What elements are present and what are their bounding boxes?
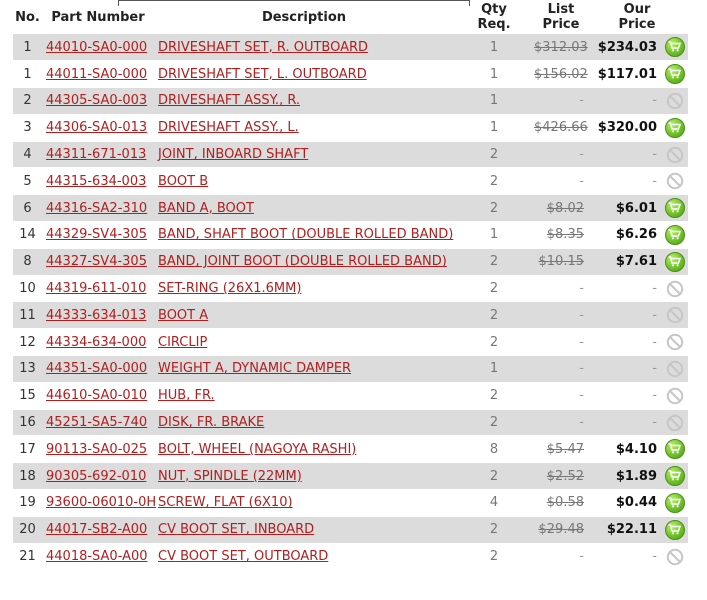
list-price-cell: [534, 543, 588, 570]
list-price-cell: [534, 114, 588, 141]
list-price: $10.15: [538, 254, 584, 270]
our-price-cell: [588, 248, 661, 275]
table-row: [13, 436, 688, 463]
no-entry-icon: [666, 360, 684, 378]
description-link[interactable]: HUB, FR.: [158, 388, 215, 404]
our-price-cell: [588, 490, 661, 517]
header-cart: [661, 0, 688, 34]
row-number: 3: [13, 114, 42, 141]
description-link[interactable]: DRIVESHAFT SET, R. OUTBOARD: [158, 39, 369, 55]
list-price: $29.48: [538, 522, 584, 538]
description-link[interactable]: SCREW, FLAT (6X10): [158, 495, 293, 511]
description-cell: [154, 141, 454, 168]
our-price-cell: [588, 302, 661, 329]
description-link[interactable]: CV BOOT SET, OUTBOARD: [158, 549, 329, 565]
qty-required: 1: [454, 222, 534, 249]
cart-icon[interactable]: [665, 118, 685, 138]
table-row: [13, 490, 688, 517]
part-number-cell: [42, 61, 154, 88]
parts-table: [13, 0, 688, 570]
description-link[interactable]: JOINT, INBOARD SHAFT: [158, 147, 309, 163]
cart-cell: [661, 543, 688, 570]
our-price: $1.89: [615, 468, 657, 484]
cart-icon[interactable]: [665, 466, 685, 486]
table-row: [13, 34, 688, 61]
header-part-number: Part Number: [51, 9, 145, 25]
description-link[interactable]: WEIGHT A, DYNAMIC DAMPER: [158, 361, 352, 377]
table-row: [13, 302, 688, 329]
no-entry-icon: [666, 280, 684, 298]
header-description: Description: [261, 9, 347, 25]
part-number-cell: [42, 382, 154, 409]
cart-cell[interactable]: [661, 34, 688, 61]
cart-icon[interactable]: [665, 37, 685, 57]
list-price-empty: -: [579, 334, 584, 350]
header-list-price-label: List Price: [542, 2, 580, 32]
qty-required: 1: [454, 88, 534, 115]
part-number-cell: [42, 114, 154, 141]
qty-required: 4: [454, 490, 534, 517]
cart-cell[interactable]: [661, 516, 688, 543]
our-price: $117.01: [597, 66, 657, 82]
cart-cell: [661, 382, 688, 409]
description-link[interactable]: SET-RING (26X1.6MM): [158, 281, 302, 297]
qty-required: 8: [454, 436, 534, 463]
cart-cell[interactable]: [661, 222, 688, 249]
header-our-price-label: Our Price: [618, 2, 656, 32]
row-number: 13: [13, 356, 42, 383]
row-number: 15: [13, 382, 42, 409]
cart-icon[interactable]: [665, 439, 685, 459]
part-number-cell: [42, 141, 154, 168]
header-qty: [454, 0, 534, 34]
cart-icon[interactable]: [665, 493, 685, 513]
our-price-cell: [588, 382, 661, 409]
part-number-link[interactable]: 44017-SB2-A00: [46, 522, 148, 538]
cart-icon[interactable]: [665, 520, 685, 540]
row-number: 12: [13, 329, 42, 356]
description-link[interactable]: CIRCLIP: [158, 334, 208, 350]
cart-cell[interactable]: [661, 248, 688, 275]
part-number-cell: [42, 248, 154, 275]
our-price-cell: [588, 409, 661, 436]
our-price-empty: -: [652, 93, 657, 109]
part-number-cell: [42, 356, 154, 383]
qty-required: 2: [454, 195, 534, 222]
list-price-cell: [534, 516, 588, 543]
our-price-cell: [588, 222, 661, 249]
part-number-link[interactable]: 44311-671-013: [46, 147, 147, 163]
list-price-cell: [534, 490, 588, 517]
our-price: $320.00: [597, 120, 657, 136]
qty-required: 2: [454, 409, 534, 436]
no-entry-icon: [666, 548, 684, 566]
part-number-cell: [42, 463, 154, 490]
no-entry-icon: [666, 387, 684, 405]
list-price-cell: [534, 409, 588, 436]
part-number-cell: [42, 34, 154, 61]
cart-cell[interactable]: [661, 114, 688, 141]
table-row: [13, 275, 688, 302]
part-number-link[interactable]: 44351-SA0-000: [46, 361, 148, 377]
part-number-link[interactable]: 90305-692-010: [46, 468, 147, 484]
list-price-cell: [534, 436, 588, 463]
our-price-empty: -: [652, 281, 657, 297]
row-number: 20: [13, 516, 42, 543]
our-price-cell: [588, 436, 661, 463]
row-number: 1: [13, 34, 42, 61]
list-price-cell: [534, 195, 588, 222]
cart-icon[interactable]: [665, 252, 685, 272]
our-price-cell: [588, 356, 661, 383]
our-price-cell: [588, 543, 661, 570]
description-cell: [154, 34, 454, 61]
qty-required: 2: [454, 516, 534, 543]
cart-cell: [661, 88, 688, 115]
cart-cell: [661, 356, 688, 383]
row-number: 4: [13, 141, 42, 168]
description-cell: [154, 516, 454, 543]
description-link[interactable]: BAND A, BOOT: [158, 200, 254, 216]
header-list-price: [534, 0, 588, 34]
description-cell: [154, 302, 454, 329]
list-price: $2.52: [546, 468, 584, 484]
list-price-cell: [534, 302, 588, 329]
list-price-empty: -: [579, 147, 584, 163]
qty-required: 2: [454, 382, 534, 409]
qty-required: 1: [454, 34, 534, 61]
cart-cell: [661, 168, 688, 195]
header-qty-label: Qty Req.: [477, 2, 511, 32]
list-price-empty: -: [579, 281, 584, 297]
table-row: [13, 195, 688, 222]
description-cell: [154, 490, 454, 517]
row-number: 11: [13, 302, 42, 329]
table-row: [13, 329, 688, 356]
description-cell: [154, 61, 454, 88]
part-number-cell: [42, 275, 154, 302]
our-price: $4.10: [615, 441, 657, 457]
list-price: $426.66: [534, 120, 588, 136]
our-price-cell: [588, 114, 661, 141]
row-number: 10: [13, 275, 42, 302]
part-number-link[interactable]: 44610-SA0-010: [46, 388, 148, 404]
list-price: $156.02: [534, 66, 588, 82]
row-number: 8: [13, 248, 42, 275]
list-price-cell: [534, 248, 588, 275]
part-number-cell: [42, 543, 154, 570]
our-price: $22.11: [606, 522, 657, 538]
qty-required: 2: [454, 329, 534, 356]
description-link[interactable]: DRIVESHAFT ASSY., L.: [158, 120, 299, 136]
list-price: $8.02: [546, 200, 584, 216]
our-price: $234.03: [597, 39, 657, 55]
row-number: 2: [13, 88, 42, 115]
list-price-cell: [534, 329, 588, 356]
description-link[interactable]: DRIVESHAFT ASSY., R.: [158, 93, 301, 109]
description-cell: [154, 88, 454, 115]
part-number-link[interactable]: 44334-634-000: [46, 334, 147, 350]
our-price-empty: -: [652, 147, 657, 163]
list-price-empty: -: [579, 173, 584, 189]
description-cell: [154, 114, 454, 141]
part-number-cell: [42, 490, 157, 517]
table-header: [13, 0, 688, 34]
our-price-cell: [588, 88, 661, 115]
row-number: 17: [13, 436, 42, 463]
list-price-empty: -: [579, 415, 584, 431]
part-number-cell: [42, 88, 154, 115]
cart-cell[interactable]: [661, 61, 688, 88]
cart-cell[interactable]: [661, 436, 688, 463]
our-price: $7.61: [615, 254, 657, 270]
header-no: No.: [15, 9, 40, 25]
part-number-cell: [42, 222, 154, 249]
list-price-cell: [534, 61, 588, 88]
description-cell: [154, 436, 454, 463]
list-price-empty: -: [579, 307, 584, 323]
our-price-empty: -: [652, 334, 657, 350]
description-cell: [154, 356, 454, 383]
table-row: [13, 382, 688, 409]
table-row: [13, 463, 688, 490]
part-number-link[interactable]: 44329-SV4-305: [46, 227, 147, 243]
table-row: [13, 114, 688, 141]
our-price-empty: -: [652, 415, 657, 431]
part-number-link[interactable]: 45251-SA5-740: [46, 415, 148, 431]
qty-required: 1: [454, 61, 534, 88]
part-number-link[interactable]: 44319-611-010: [46, 281, 147, 297]
qty-required: 2: [454, 463, 534, 490]
list-price-cell: [534, 88, 588, 115]
description-link[interactable]: BOOT B: [158, 173, 209, 189]
no-entry-icon: [666, 172, 684, 190]
list-price: $8.35: [546, 227, 584, 243]
our-price-empty: -: [652, 361, 657, 377]
part-number-link[interactable]: 44011-SA0-000: [46, 66, 148, 82]
our-price-cell: [588, 61, 661, 88]
description-link[interactable]: CV BOOT SET, INBOARD: [158, 522, 315, 538]
table-row: [13, 543, 688, 570]
part-number-link[interactable]: 44018-SA0-A00: [46, 549, 148, 565]
part-number-cell: [42, 436, 154, 463]
description-cell: [154, 222, 454, 249]
list-price-empty: -: [579, 549, 584, 565]
part-number-link[interactable]: 44333-634-013: [46, 307, 147, 323]
description-cell: [154, 275, 454, 302]
cart-cell: [661, 275, 688, 302]
our-price-cell: [588, 329, 661, 356]
our-price-cell: [588, 168, 661, 195]
part-number-cell: [42, 409, 154, 436]
qty-required: 2: [454, 302, 534, 329]
table-row: [13, 61, 688, 88]
part-number-link[interactable]: 90113-SA0-025: [46, 441, 148, 457]
part-number-link[interactable]: 44316-SA2-310: [46, 200, 148, 216]
our-price: $6.01: [615, 200, 657, 216]
part-number-cell: [42, 302, 154, 329]
row-number: 19: [13, 490, 42, 517]
list-price-empty: -: [579, 93, 584, 109]
list-price: $0.58: [546, 495, 584, 511]
part-number-link[interactable]: 44327-SV4-305: [46, 254, 147, 270]
list-price: $312.03: [534, 39, 588, 55]
qty-required: 2: [454, 168, 534, 195]
our-price-empty: -: [652, 388, 657, 404]
list-price-cell: [534, 222, 588, 249]
row-number: 1: [13, 61, 42, 88]
no-entry-icon: [666, 414, 684, 432]
list-price-cell: [534, 275, 588, 302]
part-number-link[interactable]: 44305-SA0-003: [46, 93, 148, 109]
our-price: $6.26: [615, 227, 657, 243]
part-number-link[interactable]: 93600-06010-0H: [46, 495, 157, 511]
table-row: [13, 168, 688, 195]
description-link[interactable]: BOOT A: [158, 307, 209, 323]
description-cell: [154, 382, 454, 409]
cart-cell: [661, 302, 688, 329]
our-price-cell: [588, 275, 661, 302]
our-price-cell: [588, 195, 661, 222]
header-our-price: [588, 0, 661, 34]
description-link[interactable]: BOLT, WHEEL (NAGOYA RASHI): [158, 441, 357, 457]
our-price: $0.44: [615, 495, 657, 511]
cart-cell[interactable]: [661, 463, 688, 490]
cart-icon[interactable]: [665, 225, 685, 245]
table-row: [13, 516, 688, 543]
no-entry-icon: [666, 146, 684, 164]
part-number-cell: [42, 168, 154, 195]
our-price-empty: -: [652, 173, 657, 189]
cart-cell: [661, 329, 688, 356]
row-number: 5: [13, 168, 42, 195]
description-link[interactable]: DRIVESHAFT SET, L. OUTBOARD: [158, 66, 367, 82]
no-entry-icon: [666, 92, 684, 110]
qty-required: 2: [454, 543, 534, 570]
description-link[interactable]: BAND, SHAFT BOOT (DOUBLE ROLLED BAND): [158, 227, 454, 243]
description-link[interactable]: BAND, JOINT BOOT (DOUBLE ROLLED BAND): [158, 254, 447, 270]
description-cell: [154, 195, 454, 222]
table-row: [13, 248, 688, 275]
part-number-cell: [42, 516, 154, 543]
description-link[interactable]: NUT, SPINDLE (22MM): [158, 468, 302, 484]
table-row: [13, 88, 688, 115]
our-price-empty: -: [652, 307, 657, 323]
cart-icon[interactable]: [665, 198, 685, 218]
qty-required: 1: [454, 114, 534, 141]
part-number-link[interactable]: 44010-SA0-000: [46, 39, 148, 55]
no-entry-icon: [666, 333, 684, 351]
part-number-cell: [42, 329, 154, 356]
list-price: $5.47: [546, 441, 584, 457]
list-price-empty: -: [579, 361, 584, 377]
part-number-cell: [42, 195, 154, 222]
list-price-empty: -: [579, 388, 584, 404]
list-price-cell: [534, 382, 588, 409]
cart-icon[interactable]: [665, 64, 685, 84]
description-cell: [154, 543, 454, 570]
list-price-cell: [534, 168, 588, 195]
our-price-cell: [588, 463, 661, 490]
description-cell: [154, 329, 454, 356]
our-price-cell: [588, 34, 661, 61]
row-number: 16: [13, 409, 42, 436]
row-number: 14: [13, 222, 42, 249]
table-row: [13, 222, 688, 249]
row-number: 18: [13, 463, 42, 490]
table-row: [13, 141, 688, 168]
qty-required: 2: [454, 275, 534, 302]
cart-cell: [661, 141, 688, 168]
row-number: 21: [13, 543, 42, 570]
cart-cell[interactable]: [661, 490, 688, 517]
our-price-cell: [588, 141, 661, 168]
cart-cell[interactable]: [661, 195, 688, 222]
qty-required: 1: [454, 356, 534, 383]
row-number: 6: [13, 195, 42, 222]
table-row: [13, 409, 688, 436]
cart-cell: [661, 409, 688, 436]
qty-required: 2: [454, 248, 534, 275]
part-number-link[interactable]: 44315-634-003: [46, 173, 147, 189]
our-price-cell: [588, 516, 661, 543]
qty-required: 2: [454, 141, 534, 168]
list-price-cell: [534, 141, 588, 168]
description-cell: [154, 168, 454, 195]
list-price-cell: [534, 463, 588, 490]
no-entry-icon: [666, 306, 684, 324]
table-row: [13, 356, 688, 383]
list-price-cell: [534, 34, 588, 61]
list-price-cell: [534, 356, 588, 383]
description-cell: [154, 409, 454, 436]
description-cell: [154, 463, 454, 490]
description-link[interactable]: DISK, FR. BRAKE: [158, 415, 265, 431]
our-price-empty: -: [652, 549, 657, 565]
part-number-link[interactable]: 44306-SA0-013: [46, 120, 148, 136]
description-cell: [154, 248, 454, 275]
